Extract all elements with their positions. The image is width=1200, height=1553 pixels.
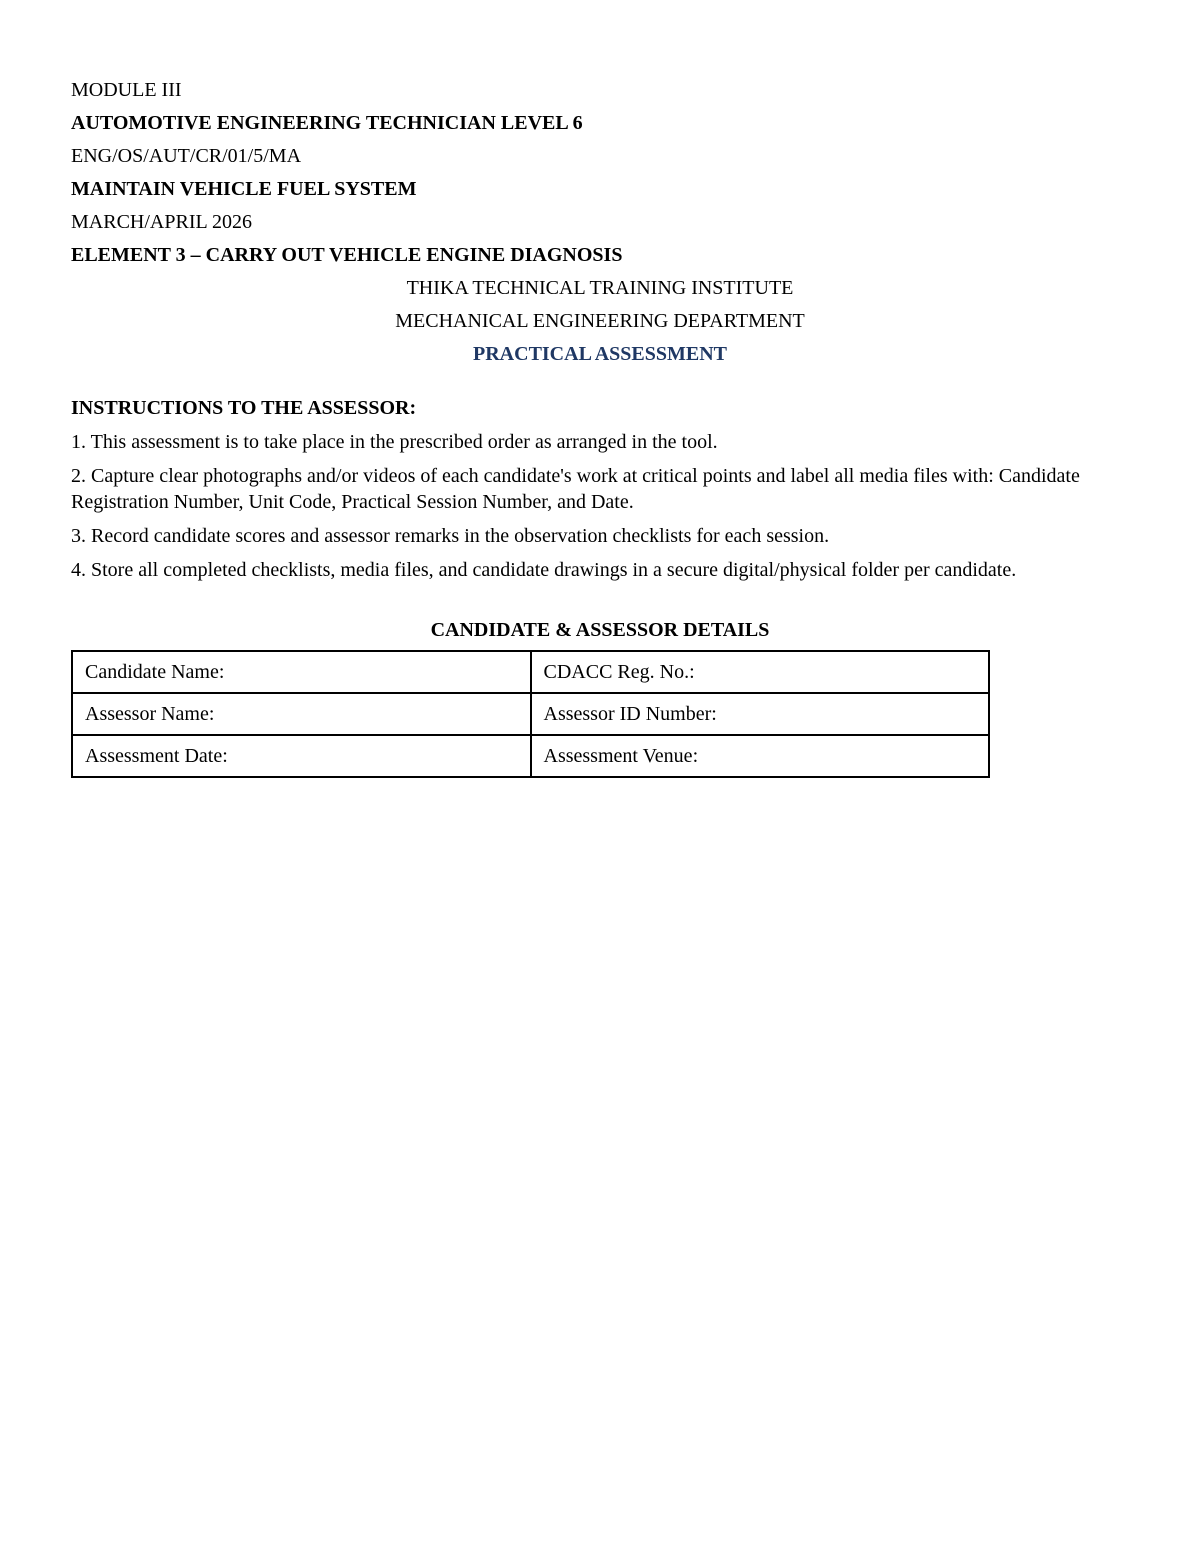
instruction-item: 4. Store all completed checklists, media files, and candidate drawings in a secure digital/physical folder per candidate. — [71, 559, 1017, 581]
table-row — [72, 651, 989, 693]
assessment-date-cell: Assessment Date: — [72, 735, 531, 777]
exam-series: MARCH/APRIL 2026 — [71, 211, 252, 233]
module-label: MODULE III — [71, 79, 182, 101]
table-row — [72, 693, 989, 735]
instruction-item: 1. This assessment is to take place in the prescribed order as arranged in the tool. — [71, 431, 718, 453]
unit-code: ENG/OS/AUT/CR/01/5/MA — [71, 145, 302, 167]
instruction-item: 2. Capture clear photographs and/or videos of each candidate's work at critical points and label all media files with: Candidate Registration Number, Unit Code, Practical Session Number, and Date. — [71, 465, 1080, 513]
unit-title: MAINTAIN VEHICLE FUEL SYSTEM — [71, 178, 417, 200]
institution-name: THIKA TECHNICAL TRAINING INSTITUTE — [406, 277, 794, 299]
document-page — [71, 78, 1111, 778]
instructions-list — [71, 429, 1111, 583]
assessor-name-cell: Assessor Name: — [72, 693, 531, 735]
department-name: MECHANICAL ENGINEERING DEPARTMENT — [395, 310, 805, 332]
assessment-type: PRACTICAL ASSESSMENT — [473, 343, 727, 365]
candidate-assessor-details-table — [71, 650, 990, 778]
candidate-name-cell: Candidate Name: — [72, 651, 531, 693]
cdacc-reg-no-cell: CDACC Reg. No.: — [531, 651, 990, 693]
table-row — [72, 735, 989, 777]
assessor-id-cell: Assessor ID Number: — [531, 693, 990, 735]
element-title: ELEMENT 3 – CARRY OUT VEHICLE ENGINE DIAGNOSIS — [71, 244, 623, 266]
assessment-venue-cell: Assessment Venue: — [531, 735, 990, 777]
instructions-heading: INSTRUCTIONS TO THE ASSESSOR: — [71, 397, 417, 419]
details-table-title: CANDIDATE & ASSESSOR DETAILS — [430, 619, 770, 641]
instruction-item: 3. Record candidate scores and assessor remarks in the observation checklists for each session. — [71, 525, 830, 547]
course-title: AUTOMOTIVE ENGINEERING TECHNICIAN LEVEL 6 — [71, 112, 583, 134]
